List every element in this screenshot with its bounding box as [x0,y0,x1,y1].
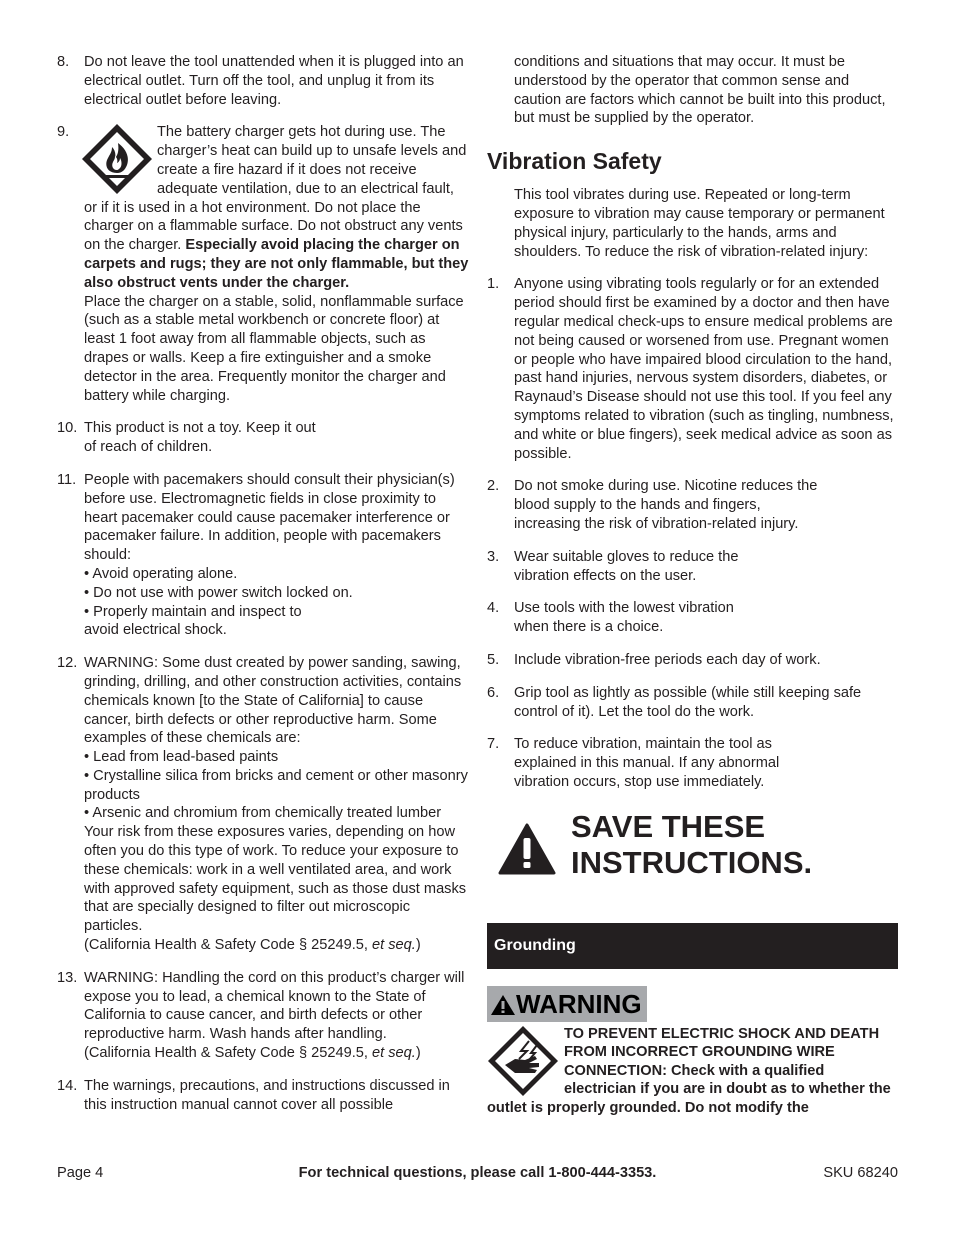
item-text-continued: Your risk from these exposures varies, depending on how often you do this type of work. To reduce your exposure to these chemicals: work in a well ventilated area, and work with approved safety equipment, such as those dust masks that are specially designed to filter out microscopic particles. [84,824,467,935]
sku-number: SKU 68240 [823,1165,898,1181]
item-text-bold: Especially avoid placing the charger on carpets and rugs; they are not only flammable, but they also obstruct vents under the charger. [84,237,469,291]
electric-shock-hand-icon [485,1023,561,1099]
item-number: 2. [487,478,500,495]
item-number: 1. [487,276,500,293]
safety-item-8 [57,53,469,109]
item-number: 12. [57,655,78,672]
item-number: 7. [487,736,500,753]
warning-triangle-icon [490,994,516,1016]
citation: (California Health & Safety Code § 25249.5, et seq.) [84,1045,421,1062]
continued-text: conditions and situations that may occur. It must be understood by the operator that common sense and caution are factors which cannot be built into this product, but must be supplied by the operator. [514,54,886,127]
item-number: 4. [487,600,500,617]
grounding-warning-text [487,1025,899,1118]
section-heading-vibration: Vibration Safety [487,148,662,175]
item-number: 14. [57,1077,78,1094]
vibration-item [487,735,899,791]
safety-item-13 [57,969,469,1063]
item-text: Wear suitable gloves to reduce the vibration effects on the user. [514,548,739,584]
item-text: WARNING: Handling the cord on this product’s charger will expose you to lead, a chemical known to the State of California to cause cancer, and birth defects or other reproductive harm. Wash hands after handling. [84,969,465,1043]
item-number: 8. [57,54,70,70]
vibration-item [487,548,899,586]
item-number: 9. [57,124,70,141]
technical-support-phone: For technical questions, please call 1-800-444-3353. [298,1165,657,1181]
save-instructions-title [571,809,812,881]
vibration-list [487,275,899,791]
safety-item-9 [57,123,469,405]
item-text: WARNING: Some dust created by power sanding, sawing, grinding, drilling, and other construction activities, contains chemicals known [to the State of California] to cause cancer, birth defects or other reproductive harm. Some examples of these chemicals are: [84,655,462,747]
page-number: Page 4 [57,1165,104,1181]
vibration-item [487,599,899,637]
item-text: Do not smoke during use. Nicotine reduces the blood supply to the hands and fingers, increasing the risk of vibration-related injury. [514,478,818,532]
item-number: 5. [487,651,500,668]
item-number: 3. [487,548,500,565]
item-text: This product is not a toy. Keep it out of reach of children. [84,420,316,456]
bullet-item: • Lead from lead-based paints [84,749,279,766]
grounding-text: TO PREVENT ELECTRIC SHOCK AND DEATH FROM INCORRECT GROUNDING WIRE CONNECTION: Check with a qualified electrician if you are in doubt as to whether the outlet is properly grounded. Do not modify the [487,1025,891,1117]
item-number: 11. [57,471,77,488]
vibration-item [487,651,899,670]
bullet-item: • Arsenic and chromium from chemically treated lumber [84,805,442,822]
bullet-item: • Crystalline silica from bricks and cement or other masonry products [84,767,468,803]
safety-item-14 [57,1077,469,1115]
citation: (California Health & Safety Code § 25249.5, et seq.) [84,937,421,954]
save-instructions-banner [487,809,899,895]
item-text: Grip tool as lightly as possible (while still keeping safe control of it). Let the tool do the work. [514,684,862,720]
item-text: Include vibration-free periods each day of work. [514,651,821,668]
save-line-1: SAVE THESE [571,808,766,844]
vibration-item [487,477,899,533]
safety-item-10 [57,419,469,457]
section-heading-grounding: Grounding [487,923,898,969]
item-text: People with pacemakers should consult their physician(s) before use. Electromagnetic fields in close proximity to heart pacemaker could cause pacemaker interference or pacemaker failure. In addition, people with pacemakers should: [84,471,455,564]
item-text: The battery charger gets hot during use. The charger’s heat can build up to unsafe levels and create a fire hazard if it does not receive adequate ventilation, due to an electrical fault, or if it is used in a hot environment. Do not place the charger on a flammable surface. Do not obstruct any vents on the charger. [84,124,467,254]
save-line-2: INSTRUCTIONS. [571,844,813,880]
bullet-item: • Properly maintain and inspect to avoid electrical shock. [84,603,302,639]
vibration-intro: This tool vibrates during use. Repeated or long-term exposure to vibration may cause temporary or permanent physical injury, particularly to the hands, arms and shoulders. To reduce the risk of vibration-related injury: [514,187,885,260]
safety-item-11 [57,471,469,640]
warning-badge [487,986,647,1022]
right-column [487,53,899,1118]
safety-item-12 [57,654,469,955]
fire-hazard-icon [79,121,155,197]
warning-triangle-icon [498,823,556,875]
item-text: Use tools with the lowest vibration when there is a choice. [514,600,734,636]
bullet-item: • Do not use with power switch locked on. [84,584,353,601]
item-text: To reduce vibration, maintain the tool as explained in this manual. If any abnormal vibration occurs, stop use immediately. [514,736,780,790]
item-text: The warnings, precautions, and instructions discussed in this instruction manual cannot cover all possible [84,1077,450,1113]
bullet-item: • Avoid operating alone. [84,565,238,582]
item-text-continued: Place the charger on a stable, solid, nonflammable surface (such as a stable metal workbench or concrete floor) at least 1 foot away from all flammable objects, such as drapes or walls. Keep a fire extinguisher and a smoke detector in the area. Frequently monitor the charger and battery while charging. [84,293,464,404]
item-number: 10. [57,420,78,437]
vibration-item [487,684,899,722]
item-number: 6. [487,684,500,701]
warning-label: WARNING [516,988,642,1019]
left-column [57,53,469,1128]
vibration-item [487,275,899,463]
item-text: Do not leave the tool unattended when it is plugged into an electrical outlet. Turn off the tool, and unplug it from its electrical outlet before leaving. [84,54,464,108]
item-text: Anyone using vibrating tools regularly or for an extended period should first be examined by a doctor and then have regular medical check-ups to ensure medical problems are not being caused or worsened from use. Pregnant women or people who have impaired blood circulation to the hand, past hand injuries, nervous system disorders, diabetes, or Raynaud’s Disease should not use this tool. If you feel any symptoms related to vibration (such as tingling, numbness, and white or blue fingers), seek medical advice as soon as possible. [514,276,894,462]
item-number: 13. [57,969,78,986]
